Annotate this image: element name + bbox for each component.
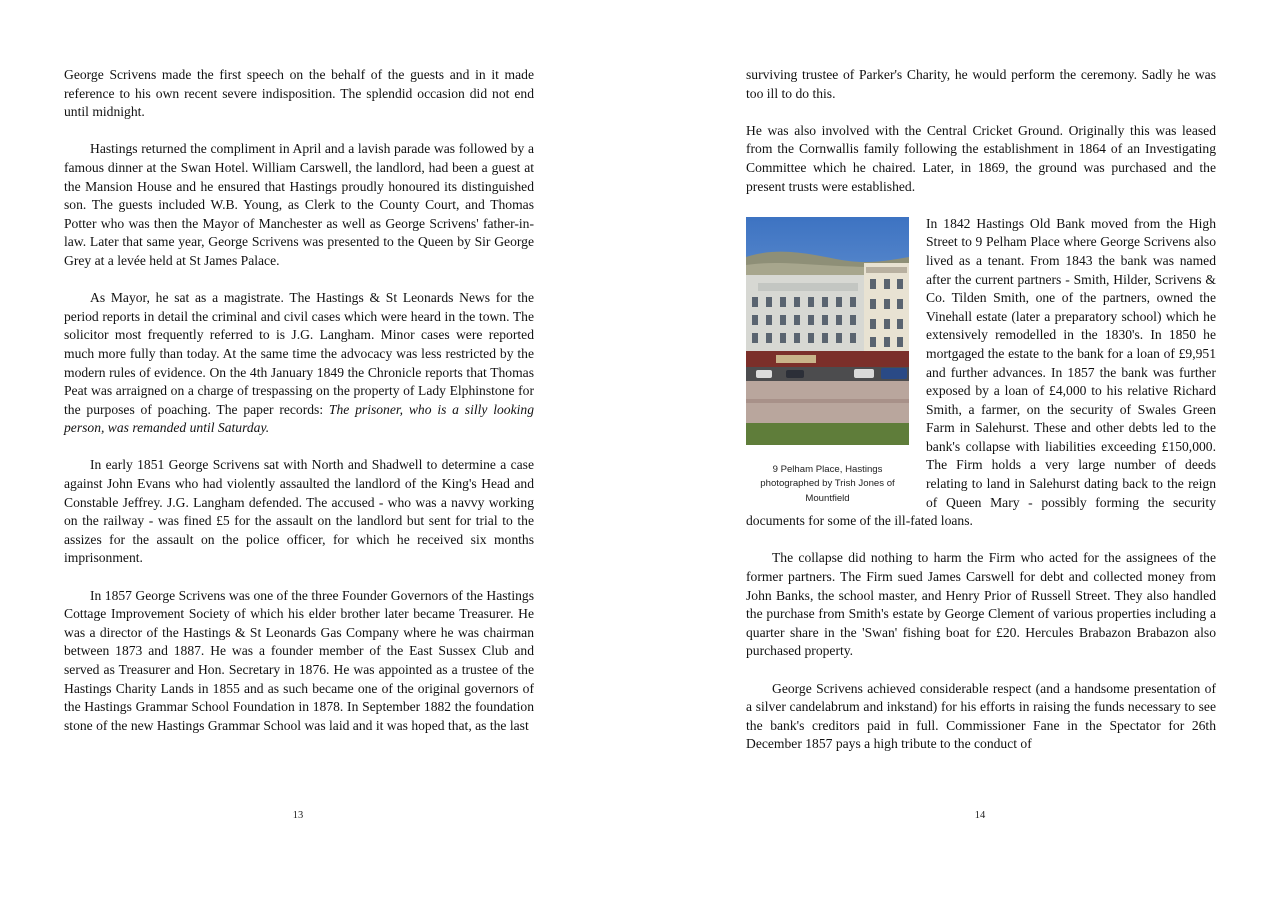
paragraph: surviving trustee of Parker's Charity, he would perform the ceremony. Sadly he was too ill to do this.	[746, 67, 1216, 101]
pelham-place-photo	[746, 217, 909, 445]
paragraph: The collapse did nothing to harm the Firm who acted for the assignees of the former partners. The Firm sued James Carswell for debt and collected money from John Banks, the school master, and Henry Prior of Russell Street. They also handled the purchase from Smith's estate by George Clement of various properties including a quarter share in the 'Swan' fishing boat for £20. Hercules Brabazon Brabazon also purchased property.	[746, 550, 1216, 659]
paragraph	[64, 289, 534, 438]
paragraph: Hastings returned the compliment in April and a lavish parade was followed by a famous dinner at the Swan Hotel. William Carswell, the landlord, had been a guest at the Mansion House and he ensured that Hastings proudly honoured its distinguished son. The guests included W.B. Young, as Clerk to the County Court, and Thomas Potter who was then the Mayor of Manchester as well as George Scrivens' father-in-law. Later that same year, George Scrivens was presented to the Queen by Sir George Grey at a levée held at St James Palace.	[64, 141, 534, 268]
italic-quote: The prisoner, who is a silly looking person, was remanded until Saturday.	[64, 401, 534, 436]
paragraph: In early 1851 George Scrivens sat with North and Shadwell to determine a case against John Evans who had violently assaulted the landlord of the King's Head and Constable Jeffrey. J.G. Langham defended. The accused - who was a navvy working on the railway - was fined £5 for the assault on the landlord but sent for trial to the assizes for the assault on the police officer, for which he received six months imprisonment.	[64, 457, 534, 566]
page-number: 14	[974, 810, 986, 821]
paragraph: In 1842 Hastings Old Bank moved from the High Street to 9 Pelham Place where George Scrivens also lived as a tenant. From 1843 the bank was named after the current partners - Smith, Hilder, Scrivens & Co. Tilden Smith, one of the partners, owned the Vinehall estate (later a preparatory school) which he extensively remodelled in the 1830's. In 1850 he mortgaged the estate to the bank for a loan of £9,951 and further advances. In 1857 the bank was further exposed by a loan of £4,000 to his relative Richard Smith, a farmer, on the security of Swales Green Farm in Salehurst. These and other debts led to the bank's collapse with liabilities exceeding £150,000. The Firm holds a very large number of deeds relating to land in Salehurst dating back to the reign of Queen Mary - possibly forming the security documents for some of the ill-fated loans.	[746, 215, 1216, 529]
paragraph: In 1857 George Scrivens was one of the three Founder Governors of the Hastings Cottage Improvement Society of which his elder brother later became Treasurer. He was a director of the Hastings & St Leonards Gas Company where he was chairman between 1873 and 1887. He was a founder member of the East Sussex Club and served as Treasurer and Hon. Secretary in 1876. He was appointed as a trustee of the Hastings Charity Lands in 1855 and as such became one of the original governors of the Hastings Grammar School Foundation in 1878. In September 1882 the foundation stone of the new Hastings Grammar School was laid and it was hoped that, as the last	[64, 587, 534, 733]
right-page	[746, 66, 1216, 754]
paragraph: He was also involved with the Central Cricket Ground. Originally this was leased from the Cornwallis family following the establishment in 1864 of an Investigating Committee which he chaired. Later, in 1869, the ground was purchased and the present trusts were established.	[746, 122, 1216, 194]
left-page	[64, 66, 534, 735]
paragraph-text: As Mayor, he sat as a magistrate. The Hastings & St Leonards News for the period reports in detail the criminal and civil cases which were heard in the town. The solicitor most frequently referred to is J.G. Langham. Minor cases were reported much more fully than today. At the same time the advocacy was less restricted by the modern rules of evidence. On the 4th January 1849 the Chronicle reports that Thomas Peat was arraigned on a charge of trespassing on the property of Lady Elphinstone for the purposes of poaching. The paper records:	[64, 290, 534, 417]
figure-caption: 9 Pelham Place, Hastings photographed by Trish Jones of Mountfield	[760, 463, 895, 504]
figure	[746, 217, 914, 507]
page-number: 13	[292, 810, 304, 821]
paragraph: George Scrivens achieved considerable respect (and a handsome presentation of a silver candelabrum and inkstand) for his efforts in raising the funds necessary to see the bank's creditors paid in full. Commissioner Fane in the Spectator for 26th December 1857 pays a high tribute to the conduct of	[746, 680, 1216, 752]
paragraph: George Scrivens made the first speech on the behalf of the guests and in it made reference to his own recent severe indisposition. The splendid occasion did not end until midnight.	[64, 67, 534, 120]
